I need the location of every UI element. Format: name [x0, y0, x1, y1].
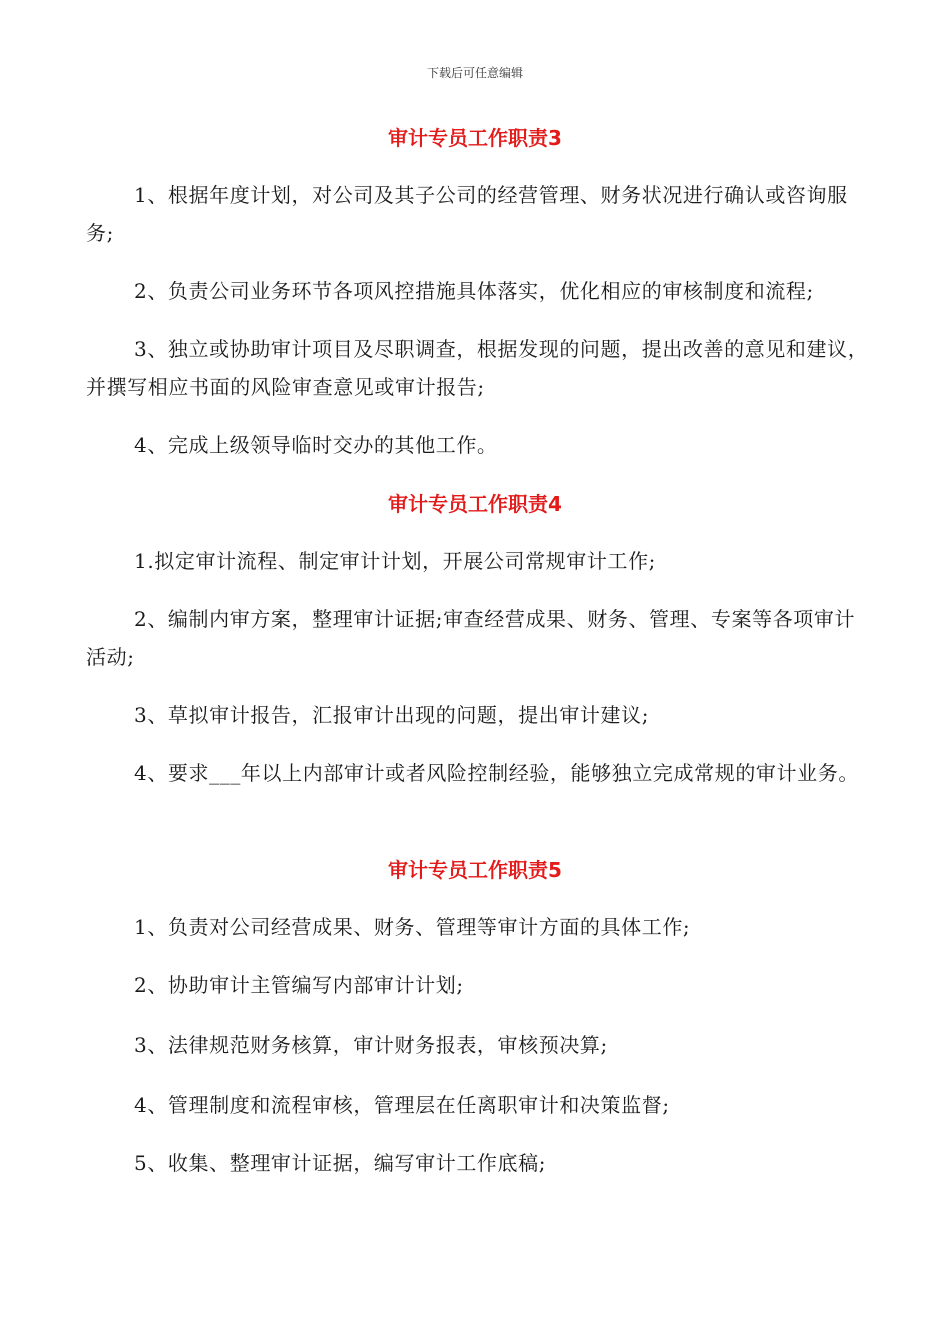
section-title-4: 审计专员工作职责4 — [388, 492, 562, 516]
paragraph: 3、独立或协助审计项目及尽职调查，根据发现的问题，提出改善的意见和建议，并撰写相应书面的风险审查意见或审计报告; — [86, 337, 869, 399]
section-title-3: 审计专员工作职责3 — [388, 126, 562, 150]
paragraph: 4、管理制度和流程审核，管理层在任离职审计和决策监督; — [134, 1093, 670, 1117]
paragraph: 1.拟定审计流程、制定审计计划，开展公司常规审计工作; — [134, 549, 657, 573]
paragraph: 2、编制内审方案，整理审计证据;审查经营成果、财务、管理、专案等各项审计活动; — [86, 607, 856, 669]
paragraph: 1、根据年度计划，对公司及其子公司的经营管理、财务状况进行确认或咨询服务; — [86, 183, 848, 245]
paragraph: 1、负责对公司经营成果、财务、管理等审计方面的具体工作; — [134, 915, 691, 939]
paragraph: 2、负责公司业务环节各项风控措施具体落实，优化相应的审核制度和流程; — [134, 279, 814, 303]
paragraph: 5、收集、整理审计证据，编写审计工作底稿; — [134, 1151, 547, 1175]
header-note: 下载后可任意编辑 — [426, 66, 523, 80]
paragraph: 4、要求___年以上内部审计或者风险控制经验，能够独立完成常规的审计业务。 — [134, 761, 859, 785]
paragraph: 3、法律规范财务核算，审计财务报表，审核预决算; — [134, 1033, 608, 1057]
paragraph: 2、协助审计主管编写内部审计计划; — [134, 973, 464, 997]
paragraph: 4、完成上级领导临时交办的其他工作。 — [134, 433, 498, 457]
section-title-5: 审计专员工作职责5 — [388, 858, 562, 882]
paragraph: 3、草拟审计报告，汇报审计出现的问题，提出审计建议; — [134, 703, 650, 727]
